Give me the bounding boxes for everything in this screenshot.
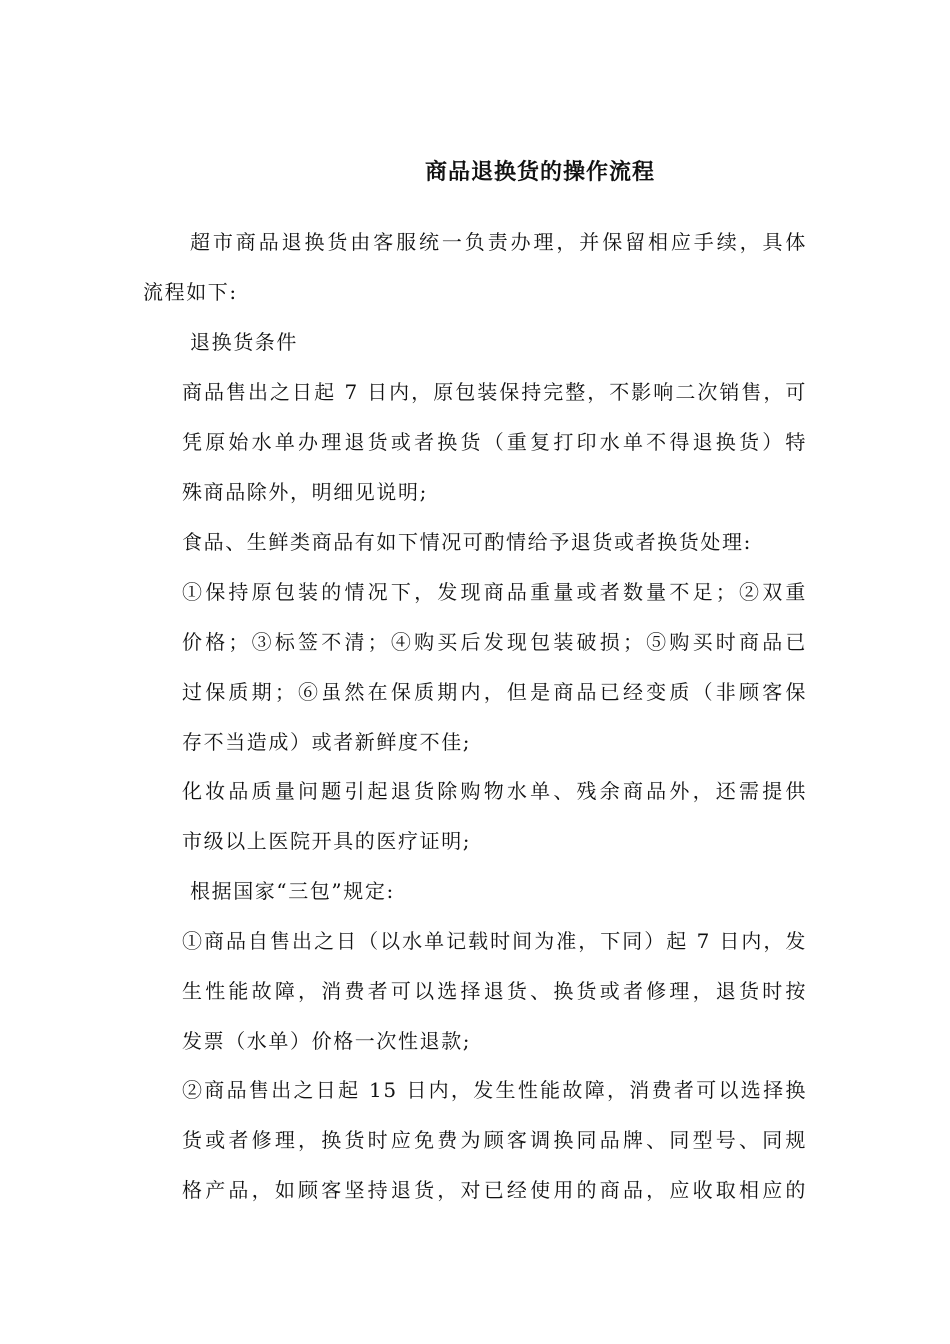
paragraph-line: 格产品，如顾客坚持退货，对已经使用的商品，应收取相应的 — [182, 1178, 807, 1202]
document-title: 商品退换货的操作流程 — [424, 159, 655, 185]
paragraph-line: 殊商品除外，明细见说明; — [182, 480, 428, 504]
paragraph-line: 食品、生鲜类商品有如下情况可酌情给予退货或者换货处理: — [182, 530, 752, 554]
paragraph-line: 市级以上医院开具的医疗证明; — [182, 829, 472, 853]
section-heading: 退换货条件 — [190, 330, 298, 354]
paragraph-line: 过保质期；⑥虽然在保质期内，但是商品已经变质（非顾客保 — [182, 680, 807, 704]
paragraph-line: 发票（水单）价格一次性退款; — [182, 1029, 472, 1053]
paragraph-line: 化妆品质量问题引起退货除购物水单、残余商品外，还需提供 — [182, 779, 807, 803]
section-heading: 根据国家“三包”规定: — [190, 879, 395, 903]
paragraph-line: 价格；③标签不清；④购买后发现包装破损；⑤购买时商品已 — [182, 630, 807, 654]
paragraph-line: ②商品售出之日起 15 日内，发生性能故障，消费者可以选择换 — [182, 1078, 807, 1102]
paragraph-line: 生性能故障，消费者可以选择退货、换货或者修理，退货时按 — [182, 979, 807, 1003]
paragraph-line: ①商品自售出之日（以水单记载时间为准，下同）起 7 日内，发 — [182, 929, 807, 953]
paragraph-line: ①保持原包装的情况下，发现商品重量或者数量不足；②双重 — [182, 580, 807, 604]
paragraph-line: 超市商品退换货由客服统一负责办理，并保留相应手续，具体 — [190, 230, 807, 254]
paragraph-line: 存不当造成）或者新鲜度不佳; — [182, 730, 472, 754]
paragraph-line: 商品售出之日起 7 日内，原包装保持完整，不影响二次销售，可 — [182, 380, 807, 404]
paragraph-line: 凭原始水单办理退货或者换货（重复打印水单不得退换货）特 — [182, 430, 807, 454]
paragraph-line: 货或者修理，换货时应免费为顾客调换同品牌、同型号、同规 — [182, 1128, 807, 1152]
paragraph-line: 流程如下: — [143, 280, 238, 304]
